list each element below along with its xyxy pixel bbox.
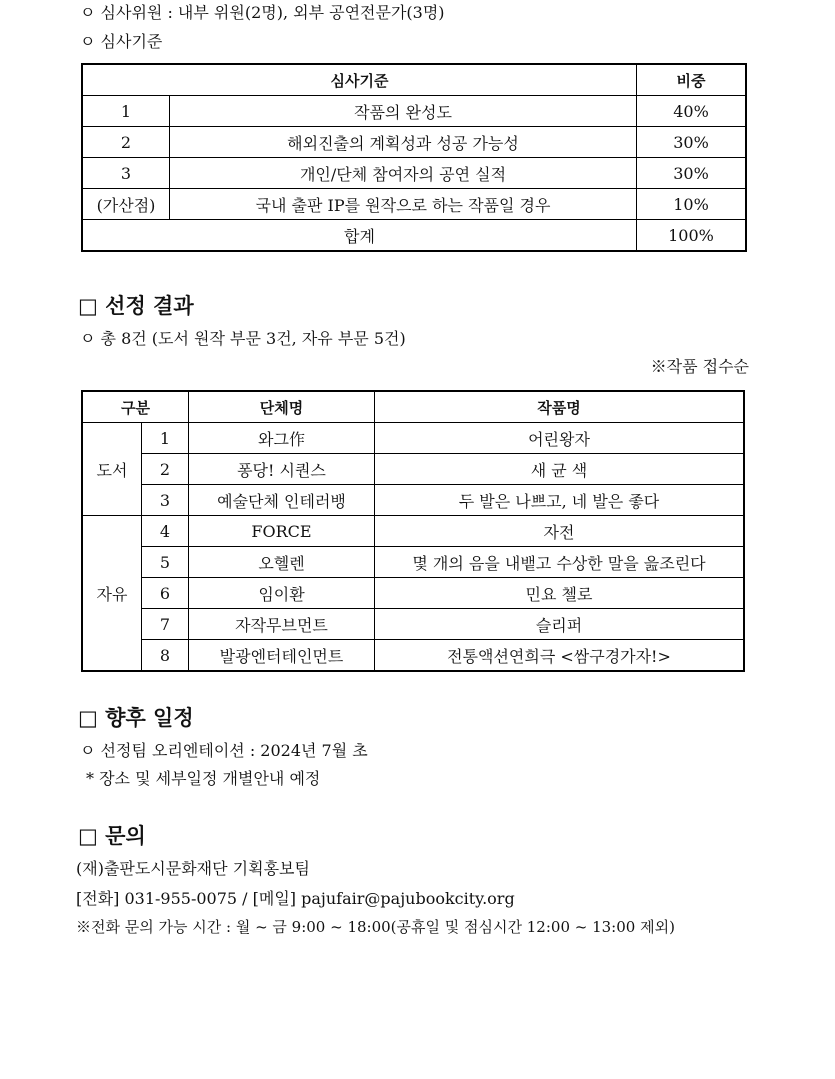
criteria-text: 작품의 완성도 (170, 96, 637, 127)
criteria-no: 3 (82, 158, 170, 189)
criteria-table (81, 63, 747, 252)
schedule-heading: □ 향후 일정 (78, 706, 194, 730)
row-no: 3 (142, 485, 189, 516)
table-row (82, 640, 744, 672)
work-title: 몇 개의 음을 내뱉고 수상한 말을 읊조린다 (375, 547, 745, 578)
criteria-no: 2 (82, 127, 170, 158)
work-title: 자전 (375, 516, 745, 547)
team-name: 자작무브먼트 (189, 609, 375, 640)
criteria-no: (가산점) (82, 189, 170, 220)
row-no: 2 (142, 454, 189, 485)
row-no: 5 (142, 547, 189, 578)
table-row (82, 609, 744, 640)
selection-summary: ㅇ 총 8건 (도서 원작 부문 3건, 자유 부문 5건) (80, 329, 406, 348)
table-row (82, 578, 744, 609)
work-title: 슬리퍼 (375, 609, 745, 640)
criteria-text: 개인/단체 참여자의 공연 실적 (170, 158, 637, 189)
total-row (82, 220, 746, 252)
team-name: 임이환 (189, 578, 375, 609)
criteria-title: ㅇ 심사기준 (80, 32, 163, 51)
table-row (82, 454, 744, 485)
table-row (82, 516, 744, 547)
row-no: 4 (142, 516, 189, 547)
criteria-no: 1 (82, 96, 170, 127)
row-no: 1 (142, 423, 189, 454)
work-title: 어린왕자 (375, 423, 745, 454)
total-value: 100% (637, 220, 747, 252)
header-team: 단체명 (189, 391, 375, 423)
work-title: 새 균 색 (375, 454, 745, 485)
review-committee: ㅇ 심사위원 : 내부 위원(2명), 외부 공연전문가(3명) (80, 3, 445, 22)
row-no: 8 (142, 640, 189, 672)
team-name: 예술단체 인테러뱅 (189, 485, 375, 516)
criteria-weight: 10% (637, 189, 747, 220)
table-row (82, 127, 746, 158)
team-name: 발광엔터테인먼트 (189, 640, 375, 672)
criteria-weight: 30% (637, 158, 747, 189)
criteria-weight: 30% (637, 127, 747, 158)
criteria-text: 국내 출판 IP를 원작으로 하는 작품일 경우 (170, 189, 637, 220)
header-weight: 비중 (637, 64, 747, 96)
selection-heading: □ 선정 결과 (78, 294, 194, 318)
row-no: 6 (142, 578, 189, 609)
team-name: FORCE (189, 516, 375, 547)
criteria-weight: 40% (637, 96, 747, 127)
table-row (82, 189, 746, 220)
work-title: 전통액션연희극 <쌈구경가자!> (375, 640, 745, 672)
contact-line: [전화] 031-955-0075 / [메일] pajufair@pajubookcity.org (76, 889, 515, 908)
header-criteria: 심사기준 (82, 64, 637, 96)
table-row (82, 96, 746, 127)
selection-table (81, 390, 745, 672)
team-name: 와그作 (189, 423, 375, 454)
criteria-text: 해외진출의 계획성과 성공 가능성 (170, 127, 637, 158)
header-work: 작품명 (375, 391, 745, 423)
total-label: 합계 (82, 220, 637, 252)
table-row (82, 423, 744, 454)
table-row (82, 485, 744, 516)
contact-hours: ※전화 문의 가능 시간 : 월 ~ 금 9:00 ~ 18:00(공휴일 및 점심시간 12:00 ~ 13:00 제외) (76, 918, 675, 936)
group-free: 자유 (82, 516, 142, 672)
selection-note: ※작품 접수순 (650, 357, 749, 376)
contact-org: (재)출판도시문화재단 기획홍보팀 (76, 859, 310, 878)
row-no: 7 (142, 609, 189, 640)
schedule-note: * 장소 및 세부일정 개별안내 예정 (86, 769, 321, 788)
team-name: 오헬렌 (189, 547, 375, 578)
group-book: 도서 (82, 423, 142, 516)
header-category: 구분 (82, 391, 189, 423)
team-name: 퐁당! 시퀀스 (189, 454, 375, 485)
schedule-item: ㅇ 선정팀 오리엔테이션 : 2024년 7월 초 (80, 741, 368, 760)
table-row (82, 547, 744, 578)
contact-heading: □ 문의 (78, 824, 146, 848)
work-title: 민요 첼로 (375, 578, 745, 609)
work-title: 두 발은 나쁘고, 네 발은 좋다 (375, 485, 745, 516)
table-row (82, 158, 746, 189)
